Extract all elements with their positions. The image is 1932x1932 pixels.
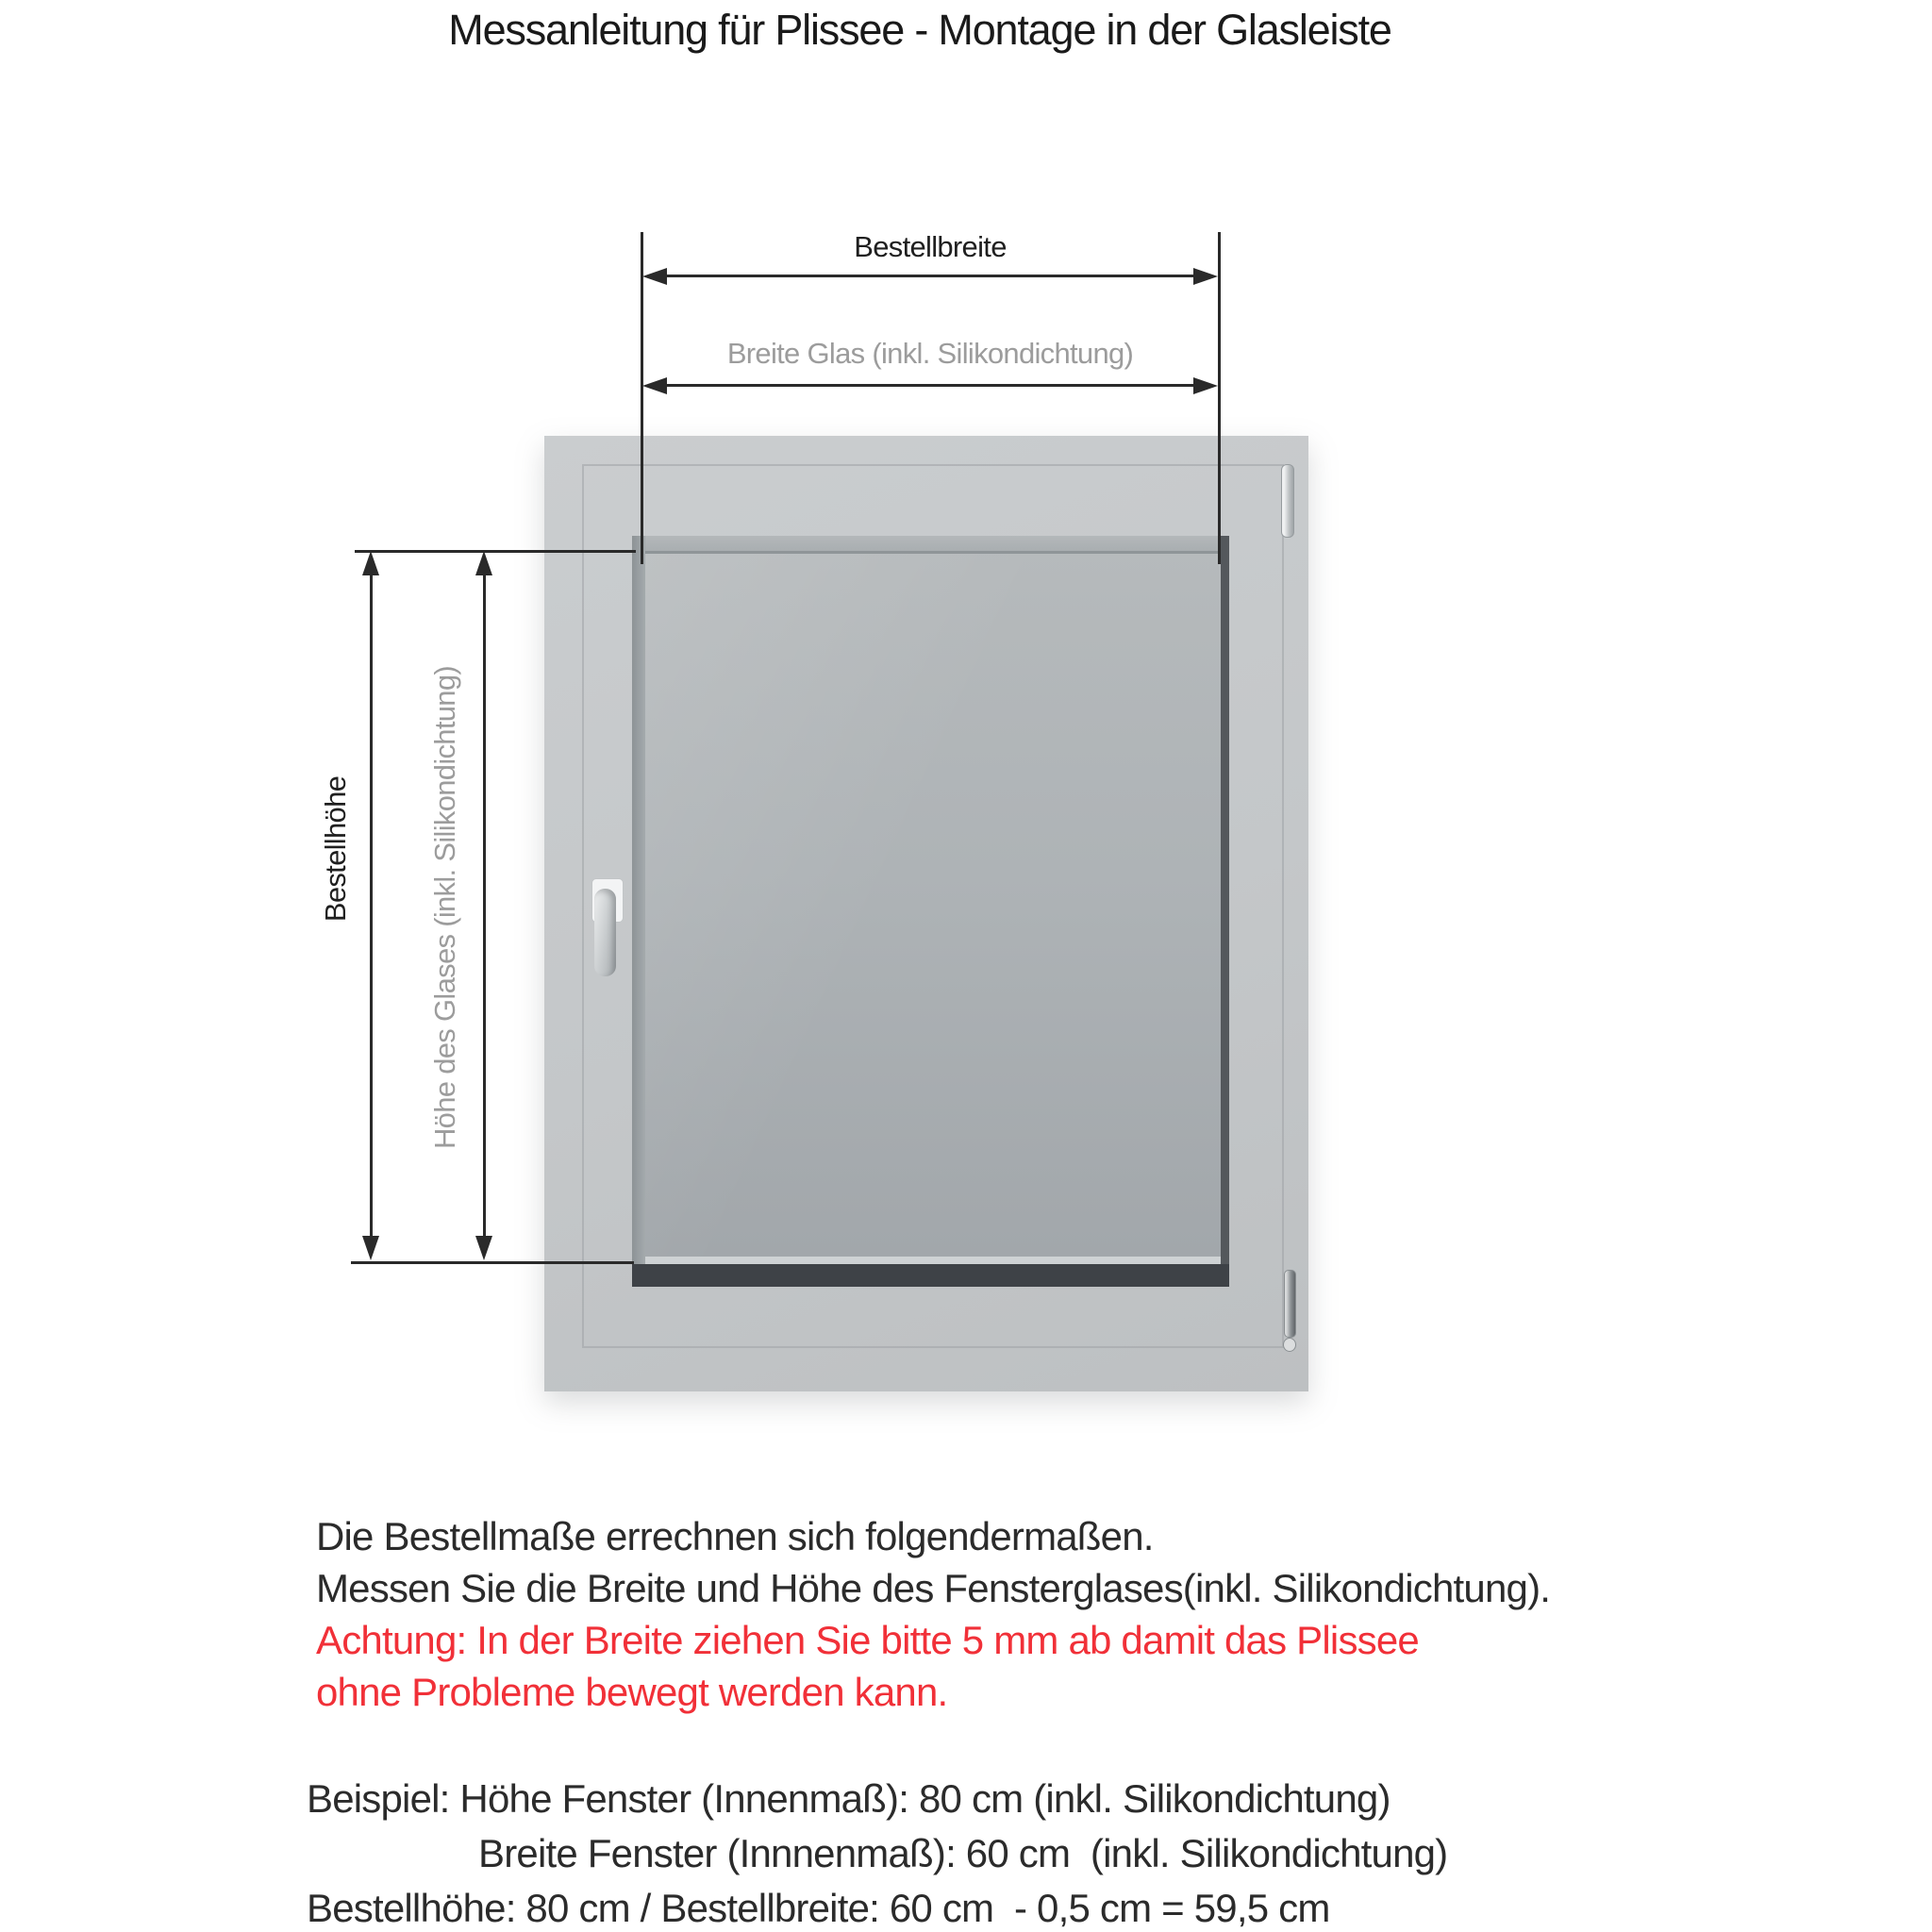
extension-line-top (355, 550, 636, 553)
order-height-arrowhead-bottom (362, 1236, 379, 1260)
extension-line-right (1218, 232, 1221, 564)
example-block (307, 1772, 1447, 1932)
order-width-arrow (664, 275, 1198, 277)
instruction-line-2: Messen Sie die Breite und Höhe des Fensterglases(inkl. Silikondichtung). (316, 1566, 1551, 1610)
extension-line-bottom (351, 1261, 634, 1264)
order-height-arrowhead-top (362, 551, 379, 575)
example-line-1: Beispiel: Höhe Fenster (Innenmaß): 80 cm (inkl. Silikondichtung) (307, 1776, 1391, 1821)
glass-width-arrowhead-left (642, 377, 667, 394)
glass-height-arrowhead-bottom (475, 1236, 492, 1260)
example-line-3: Bestellhöhe: 80 cm / Bestellbreite: 60 cm - 0,5 cm = 59,5 cm (307, 1886, 1330, 1930)
glass-height-label: Höhe des Glases (inkl. Silikondichtung) (428, 665, 461, 1150)
glass-width-label: Breite Glas (inkl. Silikondichtung) (726, 337, 1134, 370)
glass-width-arrow (664, 384, 1198, 387)
order-height-arrow (370, 574, 373, 1238)
warning-line-2: ohne Probleme bewegt werden kann. (316, 1670, 948, 1714)
order-height-label: Bestellhöhe (319, 775, 352, 923)
order-width-label: Bestellbreite (854, 230, 1007, 263)
glass-height-arrow (483, 574, 486, 1238)
page-title: Messanleitung für Plissee - Montage in der Glasleiste (448, 6, 1391, 54)
instructions-block (316, 1510, 1550, 1718)
warning-line-1: Achtung: In der Breite ziehen Sie bitte 5 mm ab damit das Plissee (316, 1618, 1419, 1662)
example-line-2: Breite Fenster (Innnenmaß): 60 cm (inkl. Silikondichtung) (478, 1831, 1448, 1875)
instruction-line-1: Die Bestellmaße errechnen sich folgendermaßen. (316, 1514, 1154, 1558)
order-width-arrowhead-left (642, 268, 667, 285)
glass-height-arrowhead-top (475, 551, 492, 575)
order-width-arrowhead-right (1193, 268, 1218, 285)
glass-width-arrowhead-right (1193, 377, 1218, 394)
